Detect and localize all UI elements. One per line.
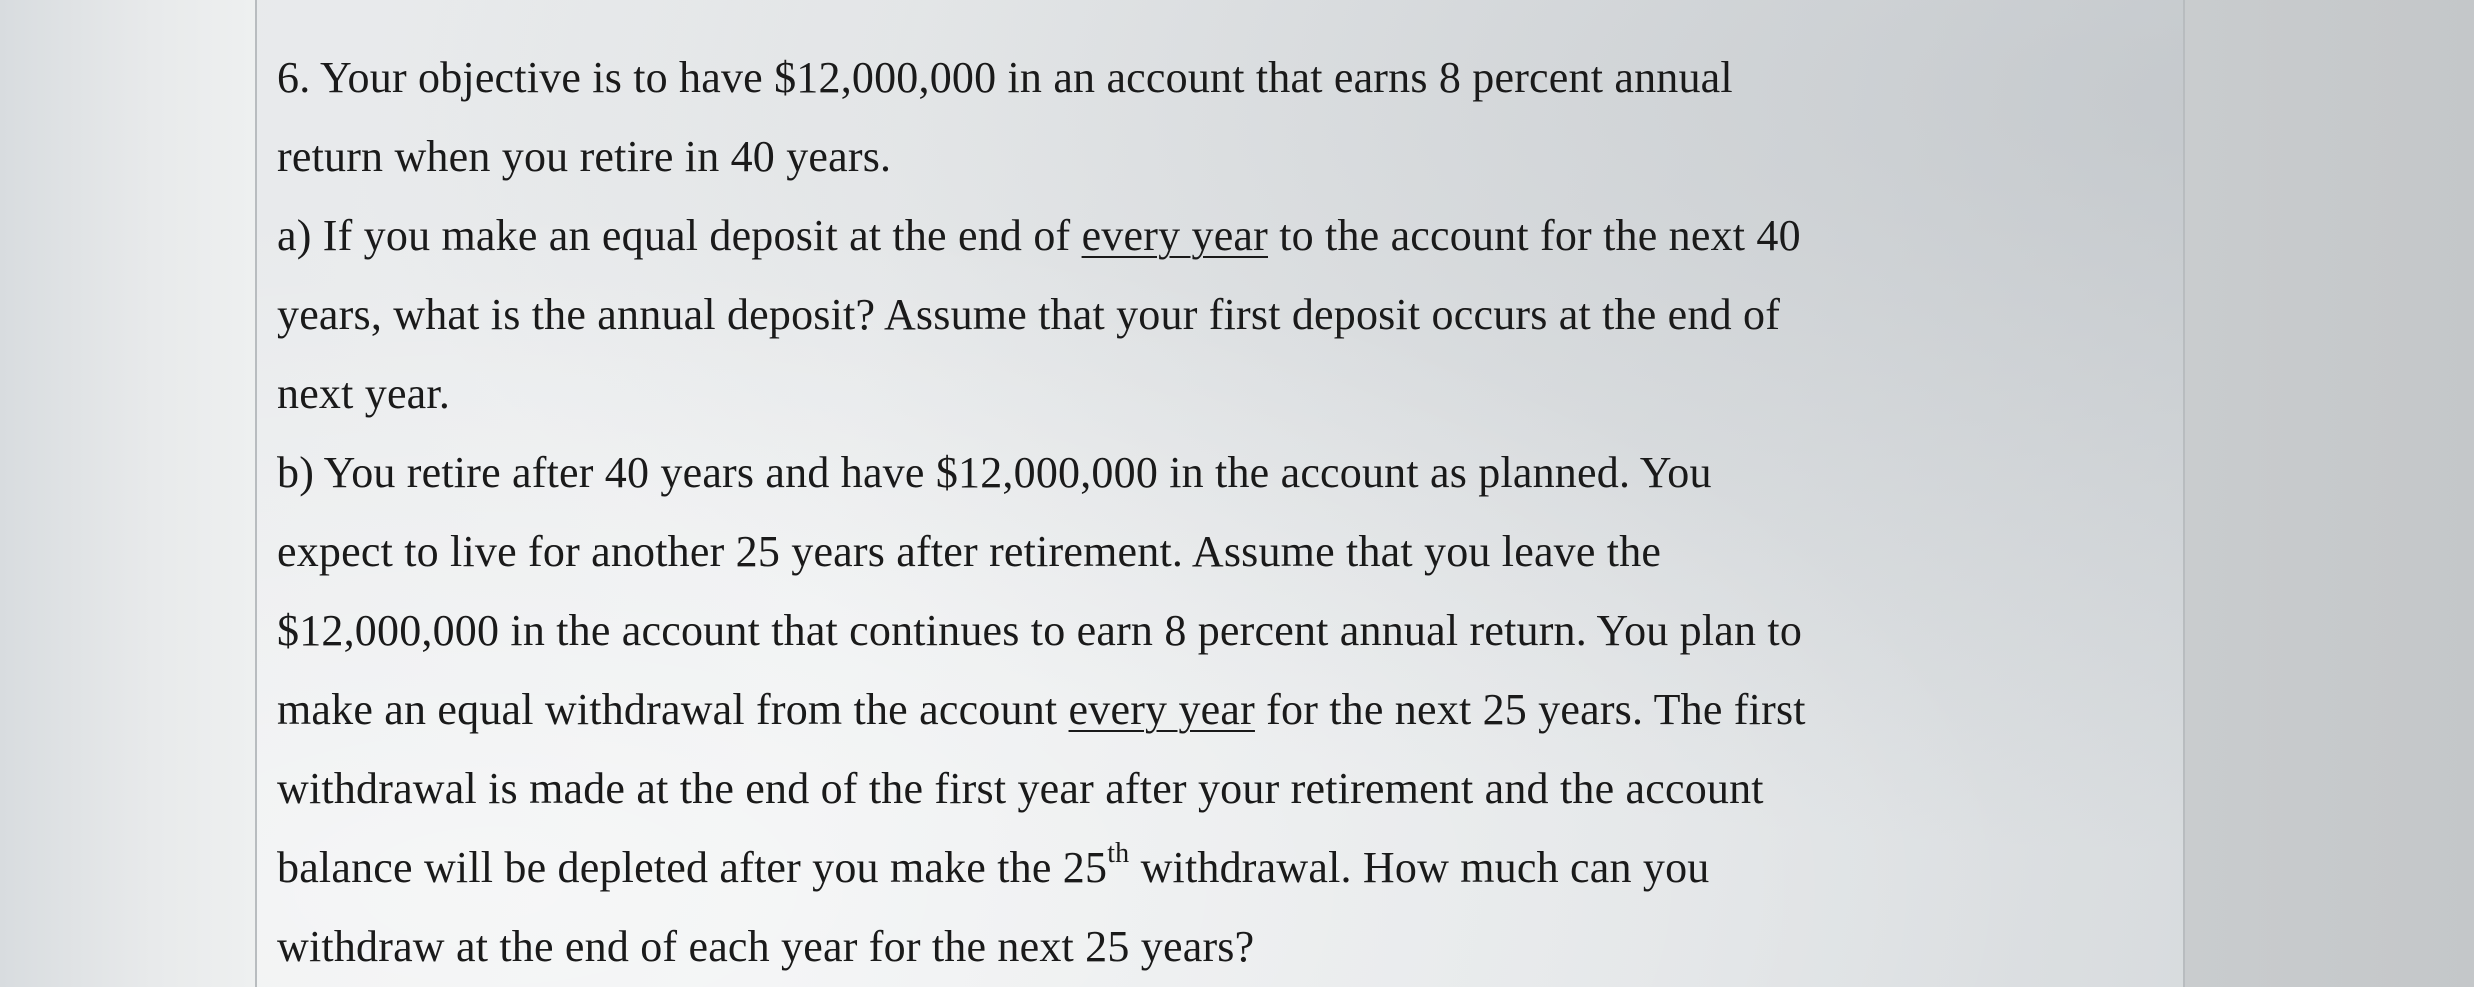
part-b-line-6: [277, 828, 2157, 907]
problem-text: [277, 38, 2157, 986]
problem-line-1: [277, 38, 2157, 117]
part-a-text-pre: a) If you make an equal deposit at the end of: [277, 211, 1082, 260]
problem-line-2: return when you retire in 40 years.: [277, 132, 892, 181]
problem-number: 6.: [277, 53, 311, 102]
part-b-line-4: [277, 670, 2157, 749]
left-page-margin: [0, 0, 255, 987]
part-a-line-3: next year.: [277, 369, 451, 418]
part-b-line-1: b) You retire after 40 years and have $12,000,000 in the account as planned. You: [277, 448, 1712, 497]
part-a-text-post: to the account for the next 40: [1268, 211, 1801, 260]
part-a-line-2: years, what is the annual deposit? Assume that your first deposit occurs at the end of: [277, 290, 1781, 339]
part-b-l6-post: withdrawal. How much can you: [1129, 843, 1710, 892]
part-b-l4-pre: make an equal withdrawal from the account: [277, 685, 1069, 734]
part-b-l4-post: for the next 25 years. The first: [1254, 685, 1806, 734]
right-border-line: [2183, 0, 2185, 987]
part-b-line-3: $12,000,000 in the account that continues to earn 8 percent annual return. You plan to: [277, 606, 1803, 655]
part-b-line-5: withdrawal is made at the end of the first year after your retirement and the account: [277, 764, 1764, 813]
part-b-line-7: withdraw at the end of each year for the next 25 years?: [277, 922, 1255, 971]
right-page-margin: [2185, 0, 2474, 987]
part-b-underlined: every year: [1068, 685, 1255, 734]
part-a-underlined: every year: [1081, 211, 1268, 260]
part-b-line-2: expect to live for another 25 years after retirement. Assume that you leave the: [277, 527, 1662, 576]
part-b-l6-pre: balance will be depleted after you make the 25: [277, 843, 1108, 892]
part-a-line-1: [277, 196, 2157, 275]
problem-intro-part-1: Your objective is to have $12,000,000 in an account that earns 8 percent annual: [319, 53, 1733, 102]
ordinal-superscript: th: [1107, 838, 1130, 869]
document-page: [257, 0, 2183, 987]
